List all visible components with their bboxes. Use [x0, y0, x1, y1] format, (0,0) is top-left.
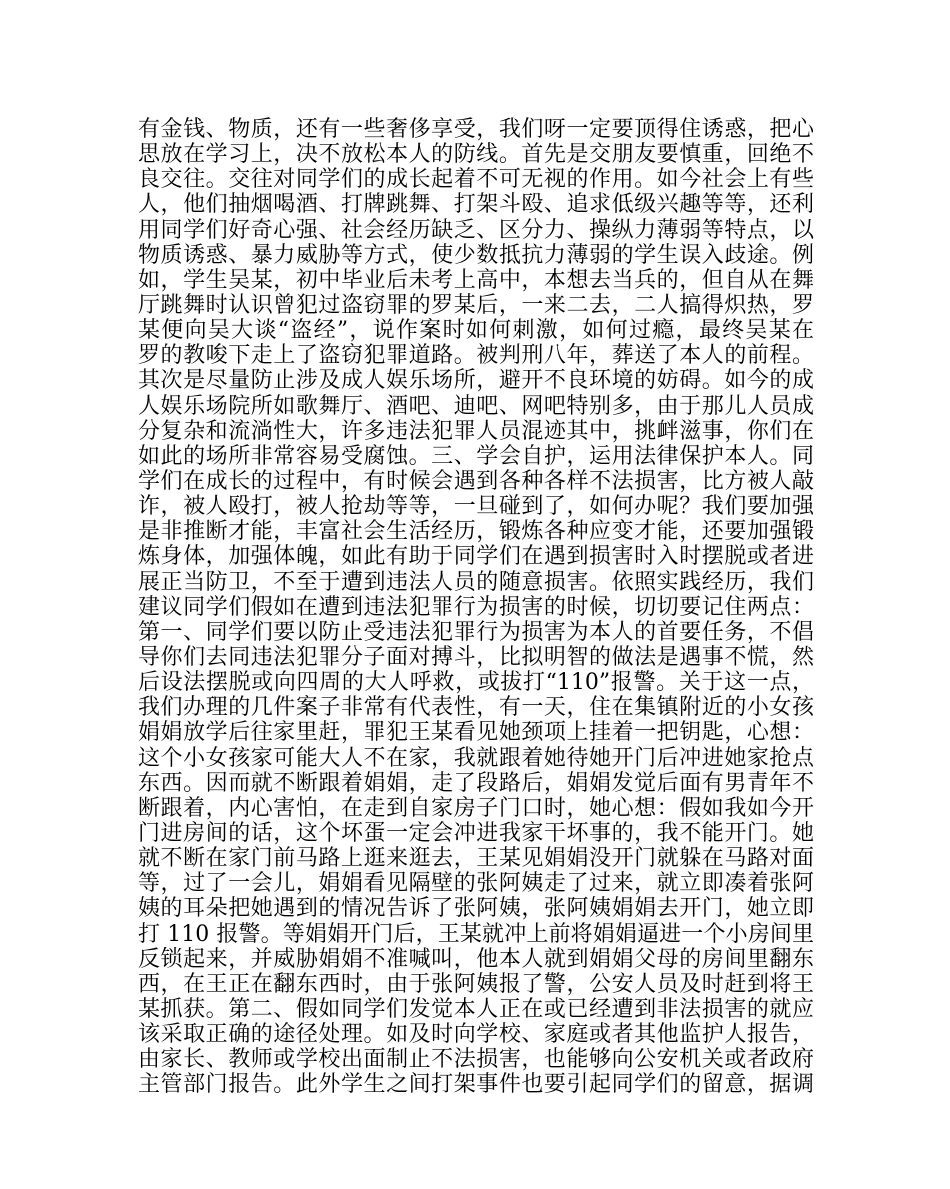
text-line: 就不断在家门前马路上逛来逛去，王某见娟娟没开门就躲在马路对面 — [138, 846, 814, 872]
text-line: 有金钱、物质，还有一些奢侈享受，我们呀一定要顶得住诱惑，把心 — [138, 117, 814, 142]
text-line: 后设法摆脱或向四周的大人呼救，或拔打“110”报警。关于这一点， — [138, 670, 814, 696]
text-line: 是非推断才能，丰富社会生活经历，锻炼各种应变才能，还要加强锻 — [138, 519, 814, 545]
text-line: 物质诱惑、暴力威胁等方式，使少数抵抗力薄弱的学生误入歧途。例 — [138, 242, 814, 268]
text-line: 导你们去同违法犯罪分子面对搏斗，比拟明智的做法是遇事不慌，然 — [138, 644, 814, 670]
text-line: 如，学生吴某，初中毕业后未考上高中，本想去当兵的，但自从在舞 — [138, 267, 814, 293]
text-line: 反锁起来，并威胁娟娟不准喊叫，他本人就到娟娟父母的房间里翻东 — [138, 946, 814, 972]
text-line: 门进房间的话，这个坏蛋一定会冲进我家干坏事的，我不能开门。她 — [138, 820, 814, 846]
text-line: 学们在成长的过程中，有时候会遇到各种各样不法损害，比方被人敲 — [138, 468, 814, 494]
text-line: 主管部门报告。此外学生之间打架事件也要引起同学们的留意，据调 — [138, 1072, 814, 1098]
text-line: 娟娟放学后往家里赶，罪犯王某看见她颈项上挂着一把钥匙，心想： — [138, 720, 814, 746]
text-line: 思放在学习上，决不放松本人的防线。首先是交朋友要慎重，回绝不 — [138, 142, 814, 168]
text-line: 分复杂和流淌性大，许多违法犯罪人员混迹其中，挑衅滋事，你们在 — [138, 418, 814, 444]
text-line: 某抓获。第二、假如同学们发觉本人正在或已经遭到非法损害的就应 — [138, 996, 814, 1022]
text-line: 展正当防卫，不至于遭到违法人员的随意损害。依照实践经历，我们 — [138, 569, 814, 595]
document-body — [138, 117, 814, 1097]
text-line: 东西。因而就不断跟着娟娟，走了段路后，娟娟发觉后面有男青年不 — [138, 770, 814, 796]
text-line: 该采取正确的途径处理。如及时向学校、家庭或者其他监护人报告， — [138, 1022, 814, 1048]
text-line: 罗的教唆下走上了盗窃犯罪道路。被判刑八年，葬送了本人的前程。 — [138, 343, 814, 369]
text-line: 打 110 报警。等娟娟开门后，王某就冲上前将娟娟逼进一个小房间里 — [138, 921, 814, 947]
text-line: 西，在王正在翻东西时，由于张阿姨报了警，公安人员及时赶到将王 — [138, 971, 814, 997]
text-line: 人，他们抽烟喝酒、打牌跳舞、打架斗殴、追求低级兴趣等等，还利 — [138, 192, 814, 218]
text-line: 等，过了一会儿，娟娟看见隔壁的张阿姨走了过来，就立即凑着张阿 — [138, 871, 814, 897]
text-line: 人娱乐场院所如歌舞厅、酒吧、迪吧、网吧特别多，由于那儿人员成 — [138, 393, 814, 419]
text-line: 炼身体，加强体魄，如此有助于同学们在遇到损害时入时摆脱或者进 — [138, 544, 814, 570]
text-line: 其次是尽量防止涉及成人娱乐场所，避开不良环境的妨碍。如今的成 — [138, 368, 814, 394]
text-line: 这个小女孩家可能大人不在家，我就跟着她待她开门后冲进她家抢点 — [138, 745, 814, 771]
text-line: 姨的耳朵把她遇到的情况告诉了张阿姨，张阿姨娟娟去开门，她立即 — [138, 896, 814, 922]
text-line: 第一、同学们要以防止受违法犯罪行为损害为本人的首要任务，不倡 — [138, 619, 814, 645]
text-line: 建议同学们假如在遭到违法犯罪行为损害的时候，切切要记住两点： — [138, 594, 814, 620]
text-line: 诈，被人殴打，被人抢劫等等，一旦碰到了，如何办呢？我们要加强 — [138, 494, 814, 520]
text-line: 如此的场所非常容易受腐蚀。三、学会自护，运用法律保护本人。同 — [138, 443, 814, 469]
text-line: 某便向吴大谈“盗经”，说作案时如何刺激，如何过瘾，最终吴某在 — [138, 318, 814, 344]
text-line: 我们办理的几件案子非常有代表性，有一天，住在集镇附近的小女孩 — [138, 695, 814, 721]
text-line: 厅跳舞时认识曾犯过盗窃罪的罗某后，一来二去，二人搞得炽热，罗 — [138, 292, 814, 318]
text-line: 由家长、教师或学校出面制止不法损害，也能够向公安机关或者政府 — [138, 1047, 814, 1073]
text-line: 断跟着，内心害怕，在走到自家房子门口时，她心想：假如我如今开 — [138, 795, 814, 821]
text-line: 用同学们好奇心强、社会经历缺乏、区分力、操纵力薄弱等特点，以 — [138, 217, 814, 243]
text-line: 良交往。交往对同学们的成长起着不可无视的作用。如今社会上有些 — [138, 167, 814, 193]
